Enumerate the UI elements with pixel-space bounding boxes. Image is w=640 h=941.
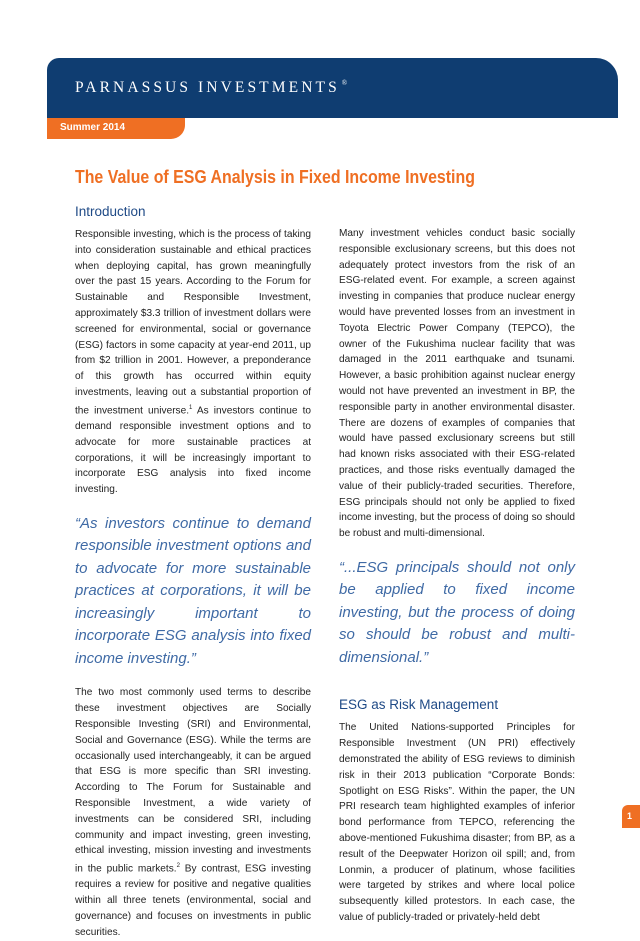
page-number-tab: [622, 805, 640, 828]
page-number: 1: [627, 811, 633, 821]
risk-paragraph: The United Nations-supported Principles for Responsible Investment (UN PRI) effectively demonstrated the ability of ESG reviews to diminish risk in their 2013 publication “Corporate Bonds: Spotlight on ESG Risks”. Within the paper, the UN PRI research team highlighted examples of inferior bond performance from TEPCO, referencing the above-mentioned Fukushima disaster; from BP, as a result of the Deepwater Horizon oil spill; and, from Lonmin, a producer of platinum, whose facilities were targeted by strikes and where local police subsequently killed protestors. In each case, the value of publicly-traded or privately-held debt: [339, 722, 575, 923]
brand-name: PARNASSUS INVESTMENTS: [75, 79, 340, 96]
intro-text-part1: Responsible investing, which is the process of taking into consideration sustainable and ethical practices when deploying capital, has grown meaningfully over the past 15 years. According to the Forum for Sustainable and Responsible Investment, approximately $3.3 trillion of investment dollars were screened for environmental, social or governance (ESG) factors in some capacity at year-end 2011, up from $2 trillion in 2001. However, a preponderance of this growth has occurred within equity investments, leaving out a substantial proportion of the investment universe.: [75, 229, 311, 417]
section-heading-risk-management: ESG as Risk Management: [339, 697, 499, 713]
article-title: The Value of ESG Analysis in Fixed Income Investing: [75, 166, 475, 187]
intro-text-part2: As investors continue to demand responsible investment options and to advocate for more sustainable practices at corporations, it will be increasingly important to incorporate ESG analysis into fixed income investing.: [75, 405, 311, 496]
terms-text-part2: By contrast, ESG investing requires a review for positive and negative qualities within all three tenets (environmental, social and governance) and focuses on investments in public securities.: [75, 863, 311, 938]
left-column: [75, 204, 311, 941]
section-heading-introduction: Introduction: [75, 204, 146, 219]
registered-mark: ®: [341, 79, 348, 87]
footnote-ref-2: 2: [176, 863, 180, 870]
intro-paragraph: [75, 227, 311, 498]
right-column: [339, 226, 575, 926]
header-banner: [47, 58, 618, 118]
terms-text-part1: The two most commonly used terms to describe these investment objectives are Socially Responsible Investing (SRI) and Environmental, Social and Governance (ESG). While the terms are occasionally used interchangeably, it can be argued that ESG is more specific than SRI investing. According to The Forum for Sustainable and Responsible Investment, a wide variety of investments can be considered SRI, including community and impact investing, green investing, ethical investing, mission investing and investments in the public markets.: [75, 687, 311, 875]
terms-paragraph: [75, 685, 311, 940]
pull-quote-left: “As investors continue to demand responsible investment options and to advocate for more sustainable practices at corporations, it will be increasingly important to incorporate ESG analysis into fixed income investing.”: [75, 514, 311, 667]
footnote-ref-1: 1: [189, 404, 193, 411]
brand-logo: [75, 79, 347, 97]
season-tab: [47, 118, 185, 139]
pull-quote-right: “...ESG principals should not only be applied to fixed income investing, but the process of doing so should be robust and multi-dimensional.”: [339, 558, 575, 666]
season-label: Summer 2014: [60, 122, 126, 133]
screens-paragraph: Many investment vehicles conduct basic socially responsible exclusionary screens, but this does not adequately protect investors from the risk of an ESG-related event. For example, a screen against investing in companies that produce nuclear energy would have prevented losses from an investment in Toyota Electric Power Company (TEPCO), the owner of the Fukushima nuclear facility that was damaged in the 2011 earthquake and tsunami. However, a basic prohibition against nuclear energy would not have prevented an investment in BP, the responsible party in another environmental disaster. There are dozens of examples of companies that would have passed exclusionary screens but still had known risks associated with their ESG-related practices, and those risks eventually damaged the value of their publicly-traded securities. Therefore, ESG principals should not only be applied to fixed income investing, but the process of doing so should be robust and multi-dimensional.: [339, 228, 575, 540]
